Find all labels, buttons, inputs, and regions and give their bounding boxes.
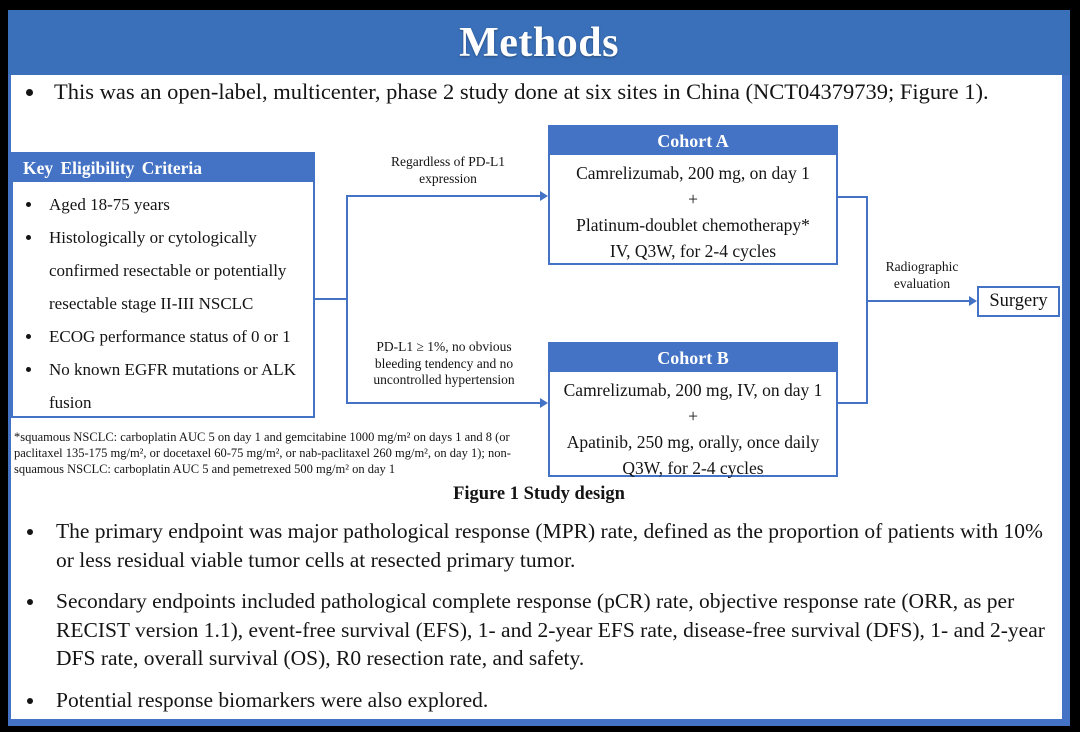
- connector-to-cohort-b: [348, 402, 541, 404]
- cohort-b-line: Q3W, for 2-4 cycles: [622, 458, 764, 478]
- chemotherapy-footnote: *squamous NSCLC: carboplatin AUC 5 on day 1 and gemcitabine 1000 mg/m² on days 1 and 8 (or paclitaxel 135-175 mg/m², or docetaxel 60-75 mg/m², or nab-paclitaxel 260 mg/m², on day 1); non-squamous NSCLC: carboplatin AUC 5 and pemetrexed 500 mg/m² on day 1: [14, 430, 511, 476]
- endpoint-bullet-primary: • The primary endpoint was major pathological response (MPR) rate, defined as the proportion of patients with 10% or less residual viable tumor cells at resected primary tumor.: [46, 517, 1052, 574]
- cohort-a-line: +: [688, 189, 698, 209]
- eligibility-item: • Histologically or cytologically confirmed resectable or potentially resectable stage II-III NSCLC: [43, 221, 309, 320]
- arrowhead-to-cohort-a-icon: [540, 191, 548, 201]
- cohort-a-line: Camrelizumab, 200 mg, on day 1: [576, 163, 810, 183]
- cohort-a-line: IV, Q3W, for 2-4 cycles: [609, 241, 777, 261]
- cohort-a-body: [550, 155, 836, 264]
- radiographic-label-line: Radiographic: [885, 259, 959, 274]
- arrowhead-to-cohort-b-icon: [540, 398, 548, 408]
- intro-list: [16, 78, 1058, 106]
- eligibility-item: • ECOG performance status of 0 or 1: [43, 320, 309, 353]
- endpoint-bullet-biomarkers: • Potential response biomarkers were also explored.: [46, 686, 1052, 715]
- arrowhead-to-surgery-icon: [969, 296, 977, 306]
- branch-label-top-line: expression: [419, 170, 477, 186]
- branch-label-bottom-line: PD-L1 ≥ 1%, no obvious: [376, 339, 512, 354]
- eligibility-item: • Aged 18-75 years: [43, 188, 309, 221]
- endpoint-bullet-secondary: • Secondary endpoints included pathological complete response (pCR) rate, objective response rate (ORR, as per RECIST version 1.1), event-free survival (EFS), 1- and 2-year EFS rate, disease-free survival (DFS), 1- and 2-year DFS rate, overall survival (OS), R0 resection rate, and safety.: [46, 587, 1052, 673]
- branch-label-bottom-line: uncontrolled hypertension: [373, 372, 515, 387]
- eligibility-list: [13, 182, 313, 419]
- cohort-b-box: [548, 342, 838, 477]
- endpoints-list: [16, 517, 1052, 714]
- cohort-b-line: +: [688, 406, 698, 426]
- eligibility-item: • No known EGFR mutations or ALK fusion: [43, 353, 309, 419]
- cohort-a-line: Platinum-doublet chemotherapy*: [576, 215, 810, 235]
- cohort-a-box: [548, 125, 838, 265]
- eligibility-box: [11, 152, 315, 418]
- intro-bullet: • This was an open-label, multicenter, phase 2 study done at six sites in China (NCT04379739; Figure 1).: [46, 78, 1058, 106]
- connector-cohort-a-stub: [837, 196, 868, 198]
- branch-label-top: [358, 154, 538, 187]
- connector-to-surgery: [868, 300, 969, 302]
- radiographic-label: [868, 259, 976, 292]
- cohort-b-line: Apatinib, 250 mg, orally, once daily: [566, 432, 820, 452]
- surgery-box: [977, 286, 1060, 317]
- title-bar: [8, 10, 1070, 75]
- branch-label-bottom-line: bleeding tendency and no: [374, 355, 514, 371]
- connector-cohort-b-stub: [837, 402, 868, 404]
- branch-label-bottom: [348, 339, 540, 389]
- connector-eligibility-stub: [315, 298, 348, 300]
- page-title: Methods: [459, 19, 619, 66]
- figure-caption: Figure 1 Study design: [453, 484, 625, 504]
- connector-to-cohort-a: [348, 195, 541, 197]
- cohort-b-line: Camrelizumab, 200 mg, IV, on day 1: [563, 380, 823, 400]
- radiographic-label-line: evaluation: [893, 275, 951, 291]
- cohort-a-header: Cohort A: [550, 127, 836, 155]
- eligibility-header: Key Eligibility Criteria: [13, 154, 313, 182]
- surgery-label: Surgery: [989, 291, 1048, 311]
- branch-label-top-line: Regardless of PD-L1: [391, 154, 505, 169]
- cohort-b-header: Cohort B: [550, 344, 836, 372]
- cohort-b-body: [550, 372, 836, 481]
